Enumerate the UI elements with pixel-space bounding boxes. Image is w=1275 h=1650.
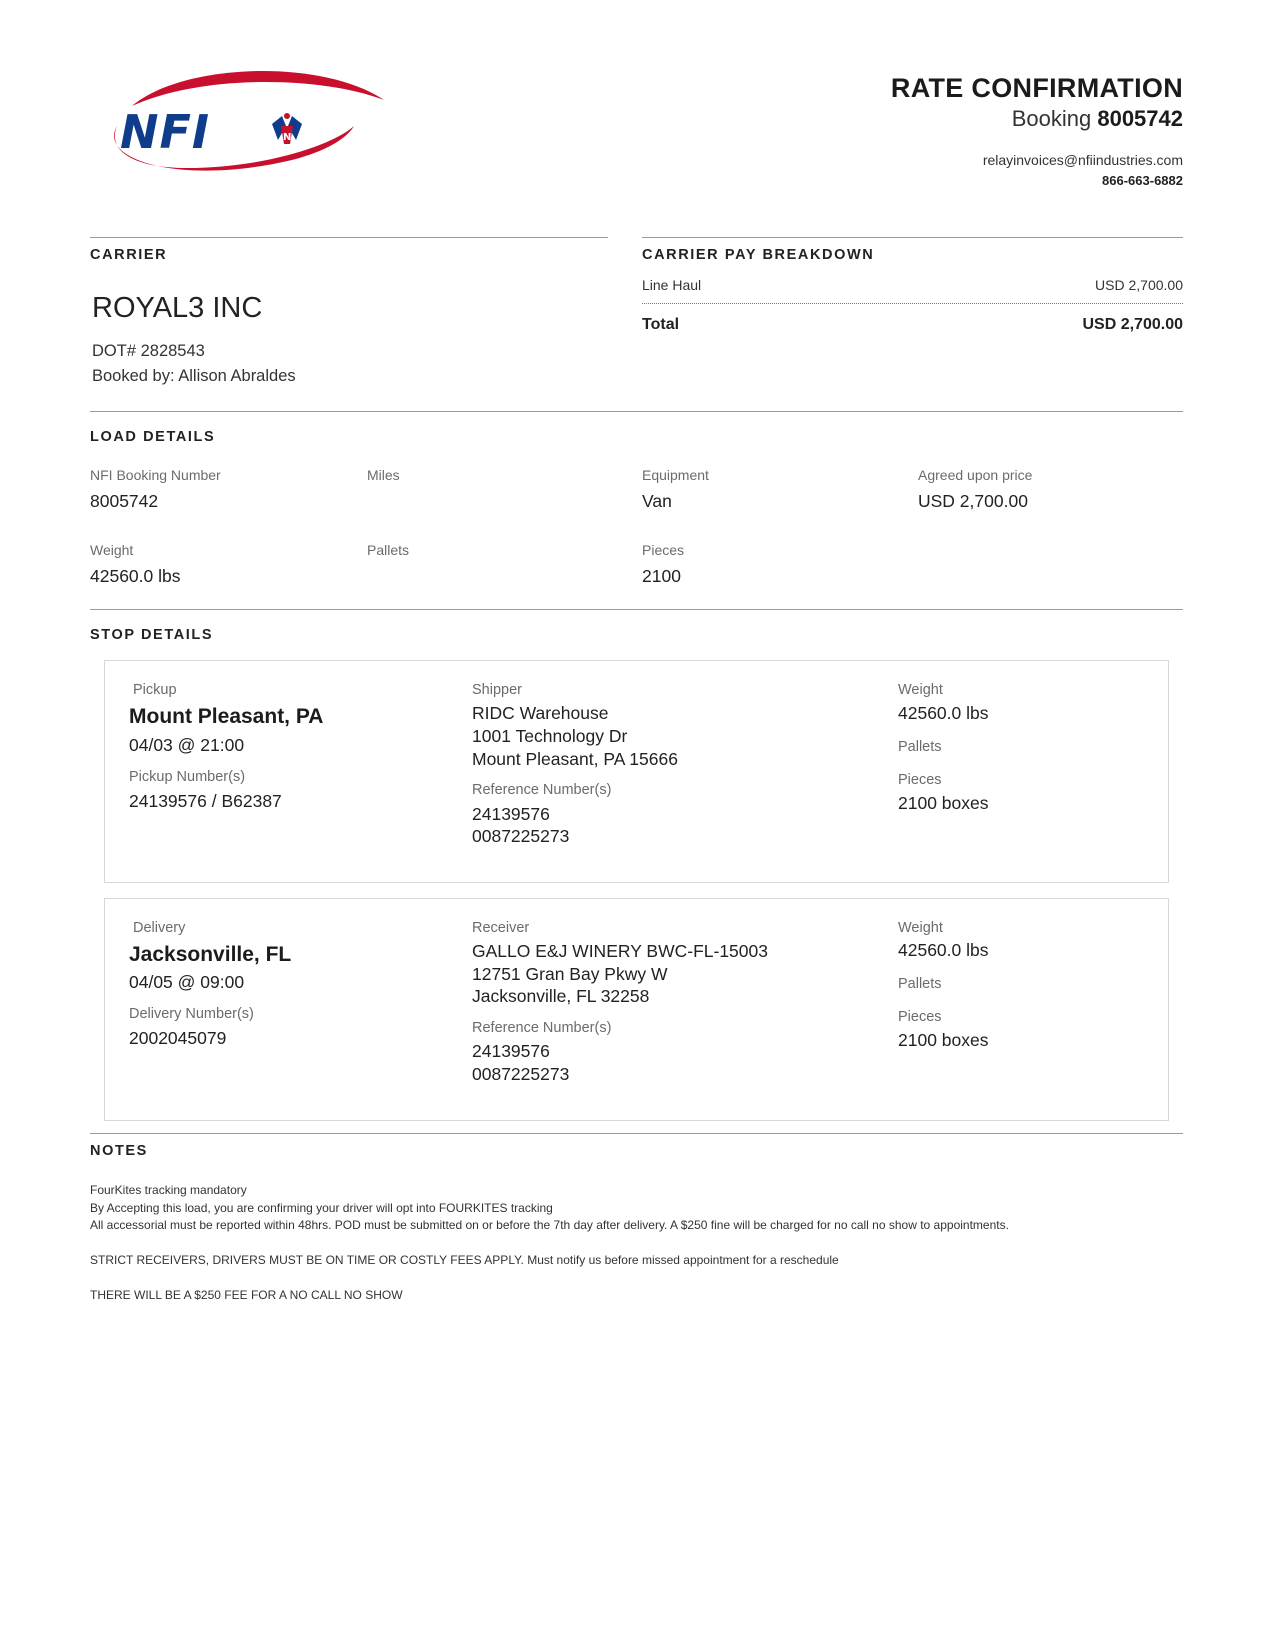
- booking-label: Booking: [1011, 106, 1092, 131]
- line-haul-label: Line Haul: [642, 277, 702, 293]
- pickup-ref-2: 0087225273: [472, 826, 570, 846]
- delivery-number-label: Delivery Number(s): [129, 1006, 254, 1022]
- price-value: USD 2,700.00: [918, 491, 1028, 511]
- note-line-1: FourKites tracking mandatory: [90, 1183, 247, 1197]
- pickup-ref-1: 24139576: [472, 804, 550, 824]
- notes-divider: [90, 1133, 1183, 1134]
- pay-heading: CARRIER PAY BREAKDOWN: [642, 247, 875, 263]
- shipper-address-line1: 1001 Technology Dr: [472, 726, 628, 746]
- delivery-type: Delivery: [133, 920, 186, 936]
- note-line-3: All accessorial must be reported within 48hrs. POD must be submitted on or before the 7th day after delivery. A $250 fine will be charged for no call no show to appointments.: [90, 1218, 1009, 1232]
- pickup-pieces-label: Pieces: [898, 772, 942, 788]
- load-heading: LOAD DETAILS: [90, 429, 216, 445]
- delivery-number: 2002045079: [129, 1028, 227, 1048]
- carrier-name: ROYAL3 INC: [92, 292, 263, 324]
- note-line-2: By Accepting this load, you are confirming your driver will opt into FOURKITES tracking: [90, 1201, 553, 1215]
- delivery-ref-2: 0087225273: [472, 1064, 570, 1084]
- delivery-pieces-label: Pieces: [898, 1009, 942, 1025]
- receiver-address-line2: Jacksonville, FL 32258: [472, 986, 650, 1006]
- shipper-name: RIDC Warehouse: [472, 703, 609, 723]
- stops-heading: STOP DETAILS: [90, 627, 214, 643]
- carrier-booked-by: Booked by: Allison Abraldes: [92, 367, 296, 385]
- total-label: Total: [642, 316, 680, 333]
- carrier-divider: [90, 237, 608, 238]
- delivery-ref-1: 24139576: [472, 1041, 550, 1061]
- pickup-city: Mount Pleasant, PA: [129, 705, 324, 728]
- pickup-stop-card: [104, 660, 1169, 883]
- equipment-label: Equipment: [642, 467, 709, 483]
- booking-number-label: NFI Booking Number: [90, 467, 221, 483]
- total-value: USD 2,700.00: [1082, 316, 1183, 333]
- svg-text:N: N: [283, 132, 292, 143]
- nfi-logo: [92, 68, 392, 183]
- receiver-name: GALLO E&J WINERY BWC-FL-15003: [472, 941, 768, 961]
- booking-number: 8005742: [1097, 106, 1183, 131]
- receiver-label: Receiver: [472, 920, 530, 936]
- line-haul-value: USD 2,700.00: [1095, 277, 1183, 293]
- delivery-ref-label: Reference Number(s): [472, 1020, 612, 1036]
- pay-divider: [642, 237, 1183, 238]
- pickup-datetime: 04/03 @ 21:00: [129, 735, 245, 755]
- pickup-number: 24139576 / B62387: [129, 791, 282, 811]
- pickup-pallets-label: Pallets: [898, 739, 942, 755]
- delivery-pallets-label: Pallets: [898, 976, 942, 992]
- contact-phone: 866-663-6882: [1102, 173, 1183, 188]
- receiver-address-line1: 12751 Gran Bay Pkwy W: [472, 964, 668, 984]
- notes-heading: NOTES: [90, 1143, 148, 1159]
- pickup-number-label: Pickup Number(s): [129, 769, 246, 785]
- booking-header: [1012, 106, 1183, 132]
- pieces-value: 2100: [642, 566, 681, 586]
- delivery-weight-label: Weight: [898, 920, 943, 936]
- load-divider: [90, 411, 1183, 412]
- pay-dotted-divider: [642, 303, 1183, 304]
- pieces-label: Pieces: [642, 542, 685, 558]
- pickup-ref-label: Reference Number(s): [472, 782, 612, 798]
- carrier-dot: DOT# 2828543: [92, 342, 205, 360]
- note-line-4: STRICT RECEIVERS, DRIVERS MUST BE ON TIME OR COSTLY FEES APPLY. Must notify us before missed appointment for a reschedule: [90, 1253, 839, 1267]
- weight-value: 42560.0 lbs: [90, 566, 181, 586]
- delivery-stop-card: [104, 898, 1169, 1121]
- delivery-city: Jacksonville, FL: [129, 943, 292, 966]
- note-line-5: THERE WILL BE A $250 FEE FOR A NO CALL NO SHOW: [90, 1288, 403, 1302]
- pickup-pieces: 2100 boxes: [898, 793, 989, 813]
- pickup-weight-label: Weight: [898, 682, 943, 698]
- logo-text: NFI: [120, 105, 211, 159]
- carrier-heading: CARRIER: [90, 247, 168, 263]
- pickup-weight: 42560.0 lbs: [898, 703, 989, 723]
- pallets-label: Pallets: [367, 542, 410, 558]
- delivery-weight: 42560.0 lbs: [898, 940, 989, 960]
- equipment-value: Van: [642, 491, 672, 511]
- shipper-address-line2: Mount Pleasant, PA 15666: [472, 749, 678, 769]
- contact-email[interactable]: relayinvoices@nfiindustries.com: [982, 152, 1183, 168]
- document-title: RATE CONFIRMATION: [890, 73, 1183, 103]
- price-label: Agreed upon price: [918, 467, 1033, 483]
- booking-number-value: 8005742: [90, 491, 159, 511]
- delivery-pieces: 2100 boxes: [898, 1030, 989, 1050]
- delivery-datetime: 04/05 @ 09:00: [129, 972, 245, 992]
- stops-divider: [90, 609, 1183, 610]
- weight-label: Weight: [90, 542, 134, 558]
- shipper-label: Shipper: [472, 682, 522, 698]
- miles-label: Miles: [367, 467, 400, 483]
- pickup-type: Pickup: [133, 682, 177, 698]
